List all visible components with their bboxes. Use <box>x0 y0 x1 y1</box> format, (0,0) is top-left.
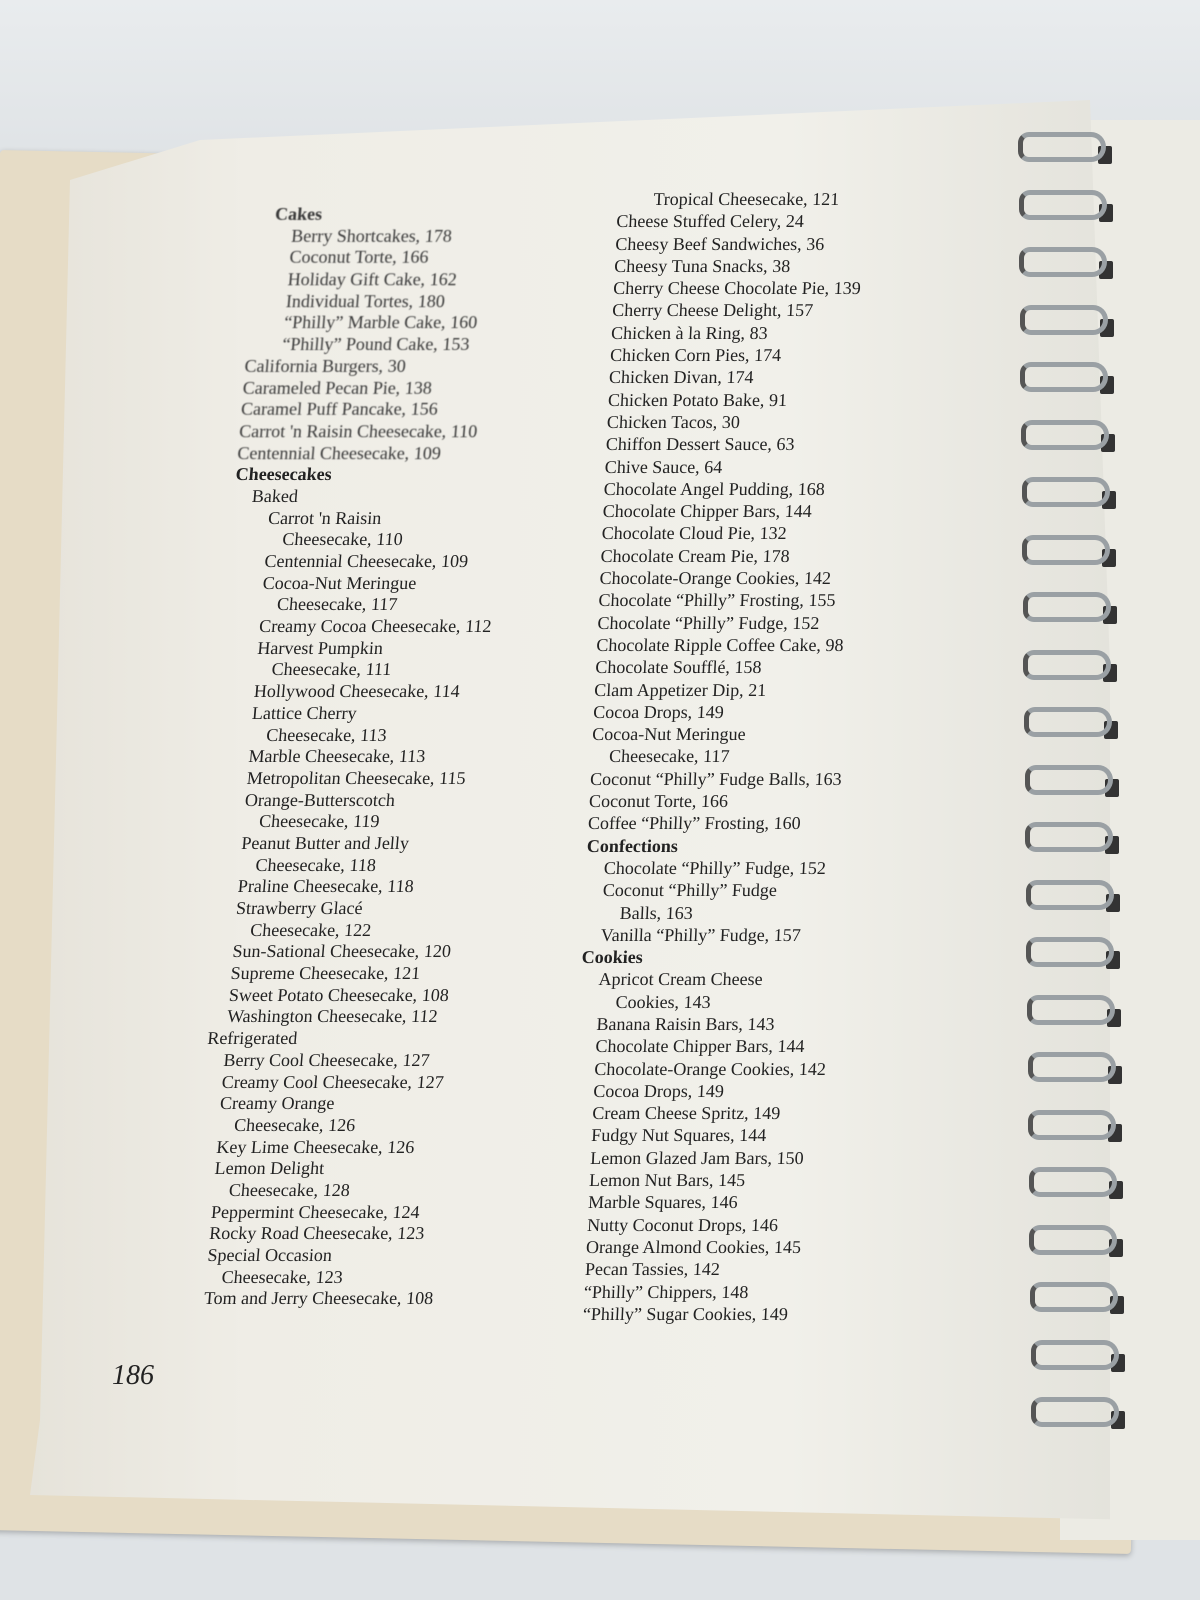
index-entry: Cheesecake, 119 <box>258 811 381 832</box>
index-entry: Pecan Tassies, 142 <box>584 1259 721 1280</box>
index-entry: Coconut “Philly” Fudge <box>602 880 778 901</box>
index-entry: Centennial Cheesecake, 109 <box>236 442 442 463</box>
spiral-ring <box>1026 880 1114 910</box>
index-entry: Cocoa Drops, 149 <box>592 701 725 722</box>
index-entry: Chiffon Dessert Sauce, 63 <box>605 434 796 455</box>
index-entry: Cheesecake, 126 <box>233 1114 357 1135</box>
index-entry: Creamy Cocoa Cheesecake, 112 <box>258 616 493 637</box>
index-entry: Hollywood Cheesecake, 114 <box>253 681 461 702</box>
index-entry: “Philly” Chippers, 148 <box>583 1281 749 1302</box>
index-entry: Metropolitan Cheesecake, 115 <box>245 767 467 788</box>
index-entry: Lattice Cherry <box>251 702 358 723</box>
index-entry: Peanut Butter and Jelly <box>240 832 410 853</box>
index-entry: Chocolate “Philly” Fudge, 152 <box>597 612 820 633</box>
index-entry: Coconut Torte, 166 <box>288 247 430 268</box>
index-entry: Cheesy Tuna Snacks, 38 <box>613 255 791 276</box>
index-heading: Confections <box>586 835 679 856</box>
spiral-ring <box>1022 477 1110 507</box>
index-entry: Cheesecake, 122 <box>249 919 373 940</box>
index-entry: Balls, 163 <box>619 902 694 923</box>
spiral-ring <box>1026 937 1114 967</box>
spiral-ring <box>1031 1397 1119 1427</box>
index-entry: Orange-Butterscotch <box>244 789 396 810</box>
index-entry: Chicken à la Ring, 83 <box>610 322 769 343</box>
index-entry: Cocoa-Nut Meringue <box>262 572 418 593</box>
index-entry: Chocolate Ripple Coffee Cake, 98 <box>595 634 845 655</box>
index-entry: Creamy Orange <box>219 1093 336 1114</box>
index-entry: Cheesecake, 110 <box>281 529 404 550</box>
spiral-ring <box>1021 420 1109 450</box>
index-entry: Chocolate-Orange Cookies, 142 <box>599 568 832 589</box>
index-entry: Washington Cheesecake, 112 <box>226 1006 439 1027</box>
index-entry: Cheesecake, 118 <box>254 854 377 875</box>
index-entry: “Philly” Pound Cake, 153 <box>281 334 471 355</box>
index-entry: Coconut “Philly” Fudge Balls, 163 <box>589 768 843 789</box>
index-entry: “Philly” Marble Cake, 160 <box>283 312 479 333</box>
spiral-ring <box>1019 247 1107 277</box>
index-entry: Cheesecake, 128 <box>228 1179 351 1200</box>
index-entry: Chicken Corn Pies, 174 <box>609 345 782 366</box>
index-entry: Apricot Cream Cheese <box>598 969 764 990</box>
index-entry: “Philly” Sugar Cookies, 149 <box>582 1303 789 1324</box>
index-entry: Baked <box>251 485 299 506</box>
spiral-ring <box>1024 707 1112 737</box>
index-entry: Creamy Cool Cheesecake, 127 <box>221 1071 445 1092</box>
spiral-ring <box>1020 362 1108 392</box>
index-entry: Cheesecake, 117 <box>276 594 399 615</box>
index-entry: Cream Cheese Spritz, 149 <box>591 1103 781 1124</box>
index-column-right <box>564 188 869 1325</box>
spiral-ring <box>1025 765 1113 795</box>
index-entry: Individual Tortes, 180 <box>285 290 446 311</box>
index-entry: Cheese Stuffed Celery, 24 <box>615 211 805 232</box>
index-entry: Strawberry Glacé <box>235 898 364 918</box>
index-entry: Berry Cool Cheesecake, 127 <box>222 1049 431 1070</box>
page-number: 186 <box>112 1360 154 1391</box>
index-entry: Caramel Puff Pancake, 156 <box>240 399 439 420</box>
index-entry: Chocolate Angel Pudding, 168 <box>603 478 826 499</box>
index-entry: Rocky Road Cheesecake, 123 <box>208 1223 426 1244</box>
index-entry: Chocolate Cream Pie, 178 <box>600 545 791 566</box>
index-entry: Cocoa Drops, 149 <box>592 1080 725 1101</box>
spiral-ring <box>1023 592 1111 622</box>
index-entry: Cherry Cheese Chocolate Pie, 139 <box>612 278 862 299</box>
spiral-ring <box>1028 1110 1116 1140</box>
spiral-ring <box>1025 822 1113 852</box>
index-entry: Tom and Jerry Cheesecake, 108 <box>203 1288 435 1309</box>
index-entry: Cookies, 143 <box>615 991 712 1012</box>
index-entry: Sun-Sational Cheesecake, 120 <box>231 941 452 962</box>
index-entry: Harvest Pumpkin <box>256 637 384 658</box>
index-entry: Nutty Coconut Drops, 146 <box>586 1214 779 1235</box>
spiral-ring <box>1030 1282 1118 1312</box>
index-entry: Chicken Potato Bake, 91 <box>607 389 788 410</box>
index-entry: Cheesecake, 123 <box>220 1266 344 1287</box>
spiral-ring <box>1019 190 1107 220</box>
spiral-ring <box>1027 995 1115 1025</box>
index-entry: Cheesy Beef Sandwiches, 36 <box>614 233 825 254</box>
index-entry: California Burgers, 30 <box>243 355 407 376</box>
index-entry: Chocolate Cloud Pie, 132 <box>601 523 788 544</box>
index-entry: Carrot 'n Raisin Cheesecake, 110 <box>238 420 479 441</box>
index-entry: Clam Appetizer Dip, 21 <box>593 679 767 700</box>
spiral-ring <box>1031 1340 1119 1370</box>
index-entry: Cheesecake, 111 <box>270 659 393 680</box>
index-entry: Peppermint Cheesecake, 124 <box>210 1201 421 1222</box>
index-entry: Chocolate Chipper Bars, 144 <box>602 501 813 522</box>
index-entry: Carrot 'n Raisin <box>267 507 383 528</box>
index-entry: Lemon Delight <box>213 1158 326 1179</box>
spiral-ring <box>1029 1225 1117 1255</box>
index-entry: Special Occasion <box>206 1245 333 1265</box>
index-entry: Sweet Potato Cheesecake, 108 <box>228 984 450 1005</box>
index-entry: Cheesecake, 117 <box>608 746 730 767</box>
index-entry: Refrigerated <box>206 1028 299 1049</box>
index-entry: Tropical Cheesecake, 121 <box>653 189 840 209</box>
index-entry: Praline Cheesecake, 118 <box>237 876 415 897</box>
index-entry: Chicken Tacos, 30 <box>606 411 741 432</box>
index-entry: Chive Sauce, 64 <box>604 456 723 477</box>
index-entry: Centennial Cheesecake, 109 <box>263 551 469 571</box>
index-entry: Supreme Cheesecake, 121 <box>229 963 422 984</box>
index-entry: Chocolate “Philly” Fudge, 152 <box>603 857 827 878</box>
spiral-ring <box>1018 132 1106 162</box>
index-heading: Cheesecakes <box>234 464 333 485</box>
index-entry: Coffee “Philly” Frosting, 160 <box>587 813 802 834</box>
spiral-ring <box>1022 535 1110 565</box>
index-entry: Fudgy Nut Squares, 144 <box>590 1125 767 1146</box>
index-entry: Holiday Gift Cake, 162 <box>287 269 458 290</box>
index-entry: Berry Shortcakes, 178 <box>290 225 453 246</box>
index-entry: Key Lime Cheesecake, 126 <box>215 1136 416 1157</box>
index-entry: Chocolate Soufflé, 158 <box>594 657 763 678</box>
spiral-ring <box>1023 650 1111 680</box>
spiral-ring <box>1020 305 1108 335</box>
index-entry: Cocoa-Nut Meringue <box>591 724 747 745</box>
index-entry: Chicken Divan, 174 <box>608 367 755 388</box>
index-heading: Cakes <box>274 204 324 224</box>
index-entry: Cheesecake, 113 <box>265 724 388 745</box>
index-entry: Marble Cheesecake, 113 <box>247 746 427 767</box>
index-entry: Lemon Nut Bars, 145 <box>588 1170 746 1191</box>
index-entry: Cherry Cheese Delight, 157 <box>611 300 814 321</box>
index-entry: Coconut Torte, 166 <box>588 791 729 812</box>
index-entry: Chocolate-Orange Cookies, 142 <box>594 1058 827 1079</box>
spiral-ring <box>1028 1052 1116 1082</box>
spiral-ring <box>1029 1167 1117 1197</box>
index-entry: Carameled Pecan Pie, 138 <box>242 377 433 398</box>
index-entry: Orange Almond Cookies, 145 <box>585 1236 802 1257</box>
index-entry: Vanilla “Philly” Fudge, 157 <box>600 924 802 945</box>
index-entry: Chocolate Chipper Bars, 144 <box>595 1036 805 1057</box>
index-entry: Banana Raisin Bars, 143 <box>596 1013 776 1034</box>
index-entry: Marble Squares, 146 <box>587 1192 739 1213</box>
index-heading: Cookies <box>581 947 644 968</box>
index-entry: Lemon Glazed Jam Bars, 150 <box>589 1147 805 1168</box>
index-entry: Chocolate “Philly” Frosting, 155 <box>598 590 837 611</box>
